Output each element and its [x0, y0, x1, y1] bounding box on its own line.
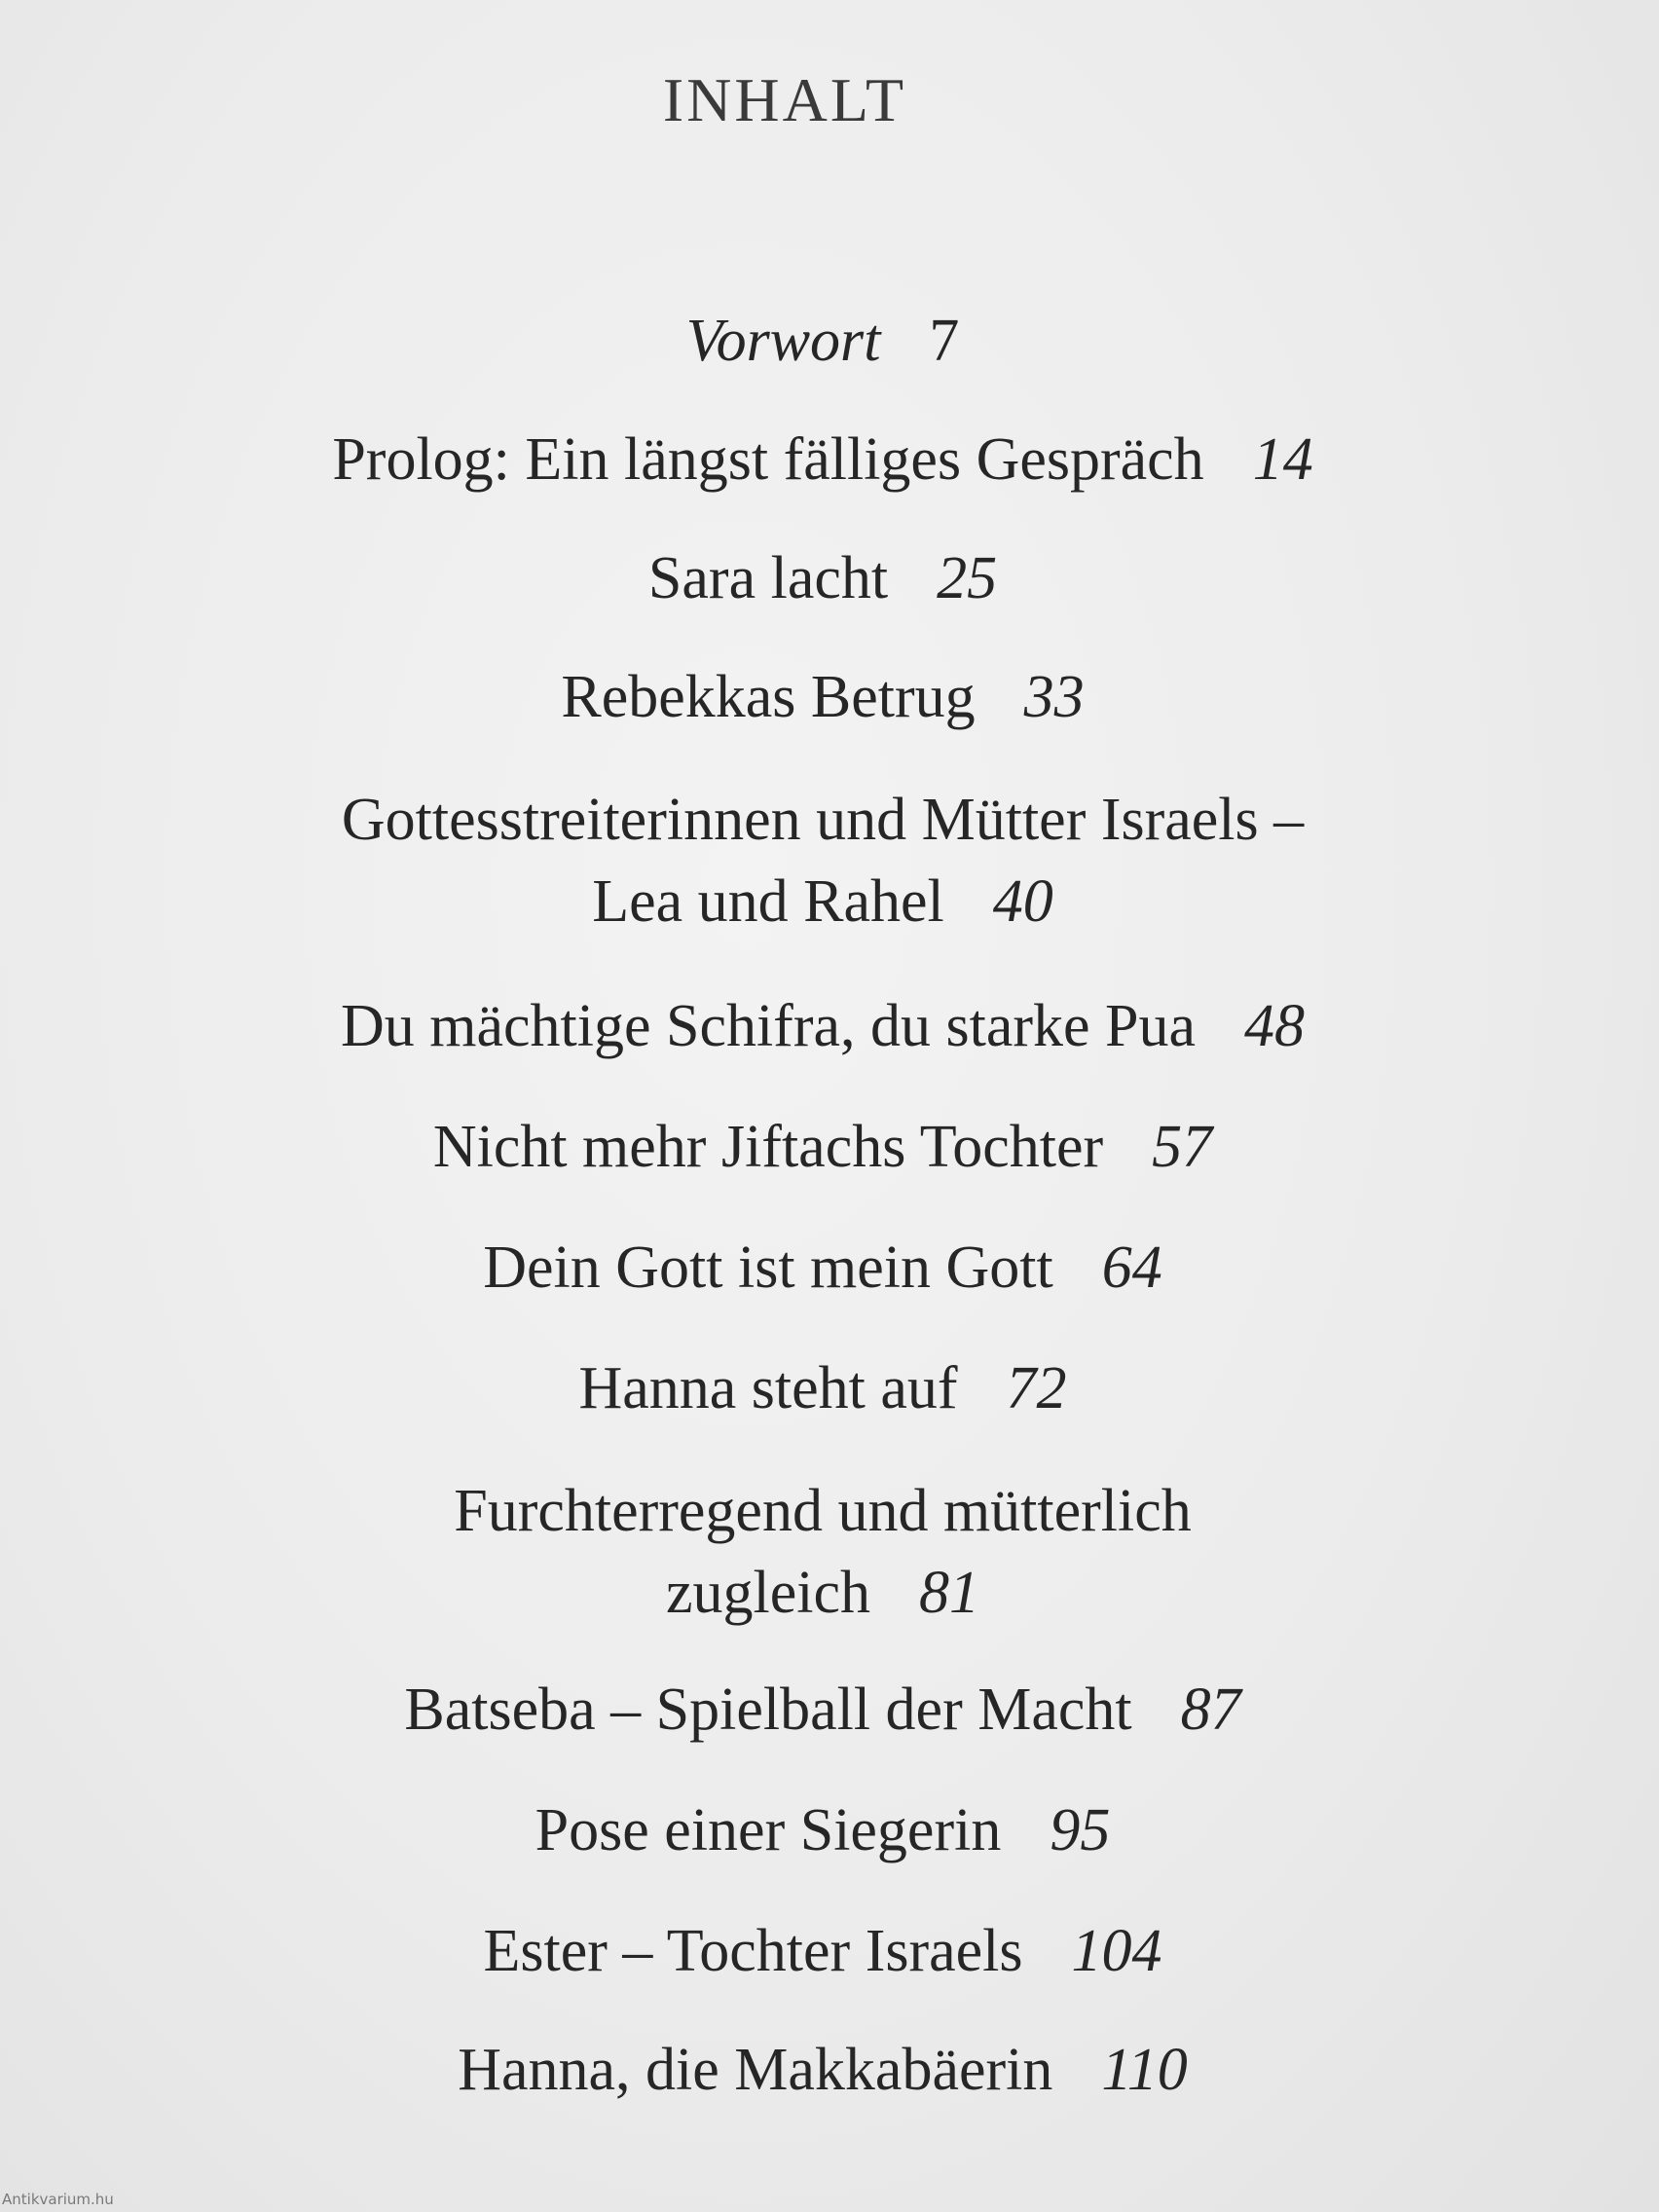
toc-entry-batseba — [0, 1669, 1645, 1751]
toc-entry-jiftach — [0, 1106, 1645, 1188]
toc-entry-title: Pose einer Siegerin — [535, 1797, 1002, 1863]
toc-entry-page: 87 — [1180, 1677, 1241, 1743]
toc-entry-page: 64 — [1101, 1235, 1162, 1301]
toc-entry-title: Batseba – Spielball der Macht — [404, 1677, 1132, 1743]
toc-entry-page: 110 — [1101, 2037, 1188, 2103]
toc-entry-title: Prolog: Ein längst fälliges Gespräch — [332, 426, 1204, 493]
toc-entry-schifra — [0, 985, 1645, 1067]
toc-entry-title: Du mächtige Schifra, du starke Pua — [340, 993, 1197, 1059]
toc-entry-title-line2: zugleich — [665, 1560, 870, 1626]
toc-entry-title: Dein Gott ist mein Gott — [483, 1235, 1053, 1301]
toc-entry-title: Ester – Tochter Israels — [483, 1918, 1023, 1984]
toc-entry-page: 95 — [1050, 1797, 1111, 1863]
toc-entry-ester — [0, 1910, 1645, 1992]
toc-entry-sara — [0, 537, 1645, 619]
watermark: Antikvarium.hu — [2, 2191, 114, 2208]
toc-entry-title: Nicht mehr Jiftachs Tochter — [432, 1114, 1104, 1180]
toc-entry-furchterregend — [0, 1470, 1645, 1634]
toc-entry-dein-gott — [0, 1227, 1645, 1309]
toc-entry-page: 72 — [1006, 1355, 1067, 1421]
toc-entry-title: Rebekkas Betrug — [561, 664, 976, 730]
toc-entry-lea-rahel — [0, 779, 1645, 942]
toc-entry-page: 40 — [992, 868, 1053, 935]
toc-entry-title: Hanna steht auf — [578, 1355, 958, 1421]
toc-entry-rebekka — [0, 656, 1645, 738]
toc-entry-page: 81 — [919, 1560, 979, 1626]
toc-entry-page: 57 — [1152, 1114, 1213, 1180]
toc-entry-title-line2: Lea und Rahel — [592, 868, 944, 935]
toc-entry-makkabaeerin — [0, 2029, 1645, 2111]
toc-entry-title: Sara lacht — [647, 545, 889, 611]
toc-entry-page: 7 — [929, 308, 960, 374]
toc-entry-page: 14 — [1252, 426, 1313, 493]
toc-entry-hanna — [0, 1347, 1645, 1429]
toc-entry-title-line1: Furchterregend und mütterlich — [454, 1478, 1192, 1544]
toc-entry-title: Hanna, die Makkabäerin — [458, 2037, 1053, 2103]
toc-entry-title: Vorwort — [685, 308, 881, 374]
toc-entry-page: 104 — [1071, 1918, 1162, 1984]
toc-entry-page: 33 — [1023, 664, 1085, 730]
toc-entry-prolog — [0, 419, 1645, 500]
page-title: INHALT — [662, 65, 907, 134]
toc-entry-siegerin — [0, 1789, 1645, 1871]
toc-entry-vorwort — [0, 300, 1645, 382]
toc-entry-page: 48 — [1244, 993, 1306, 1059]
toc-entry-title-line1: Gottesstreiterinnen und Mütter Israels – — [341, 787, 1305, 853]
toc-entry-page: 25 — [937, 545, 998, 611]
